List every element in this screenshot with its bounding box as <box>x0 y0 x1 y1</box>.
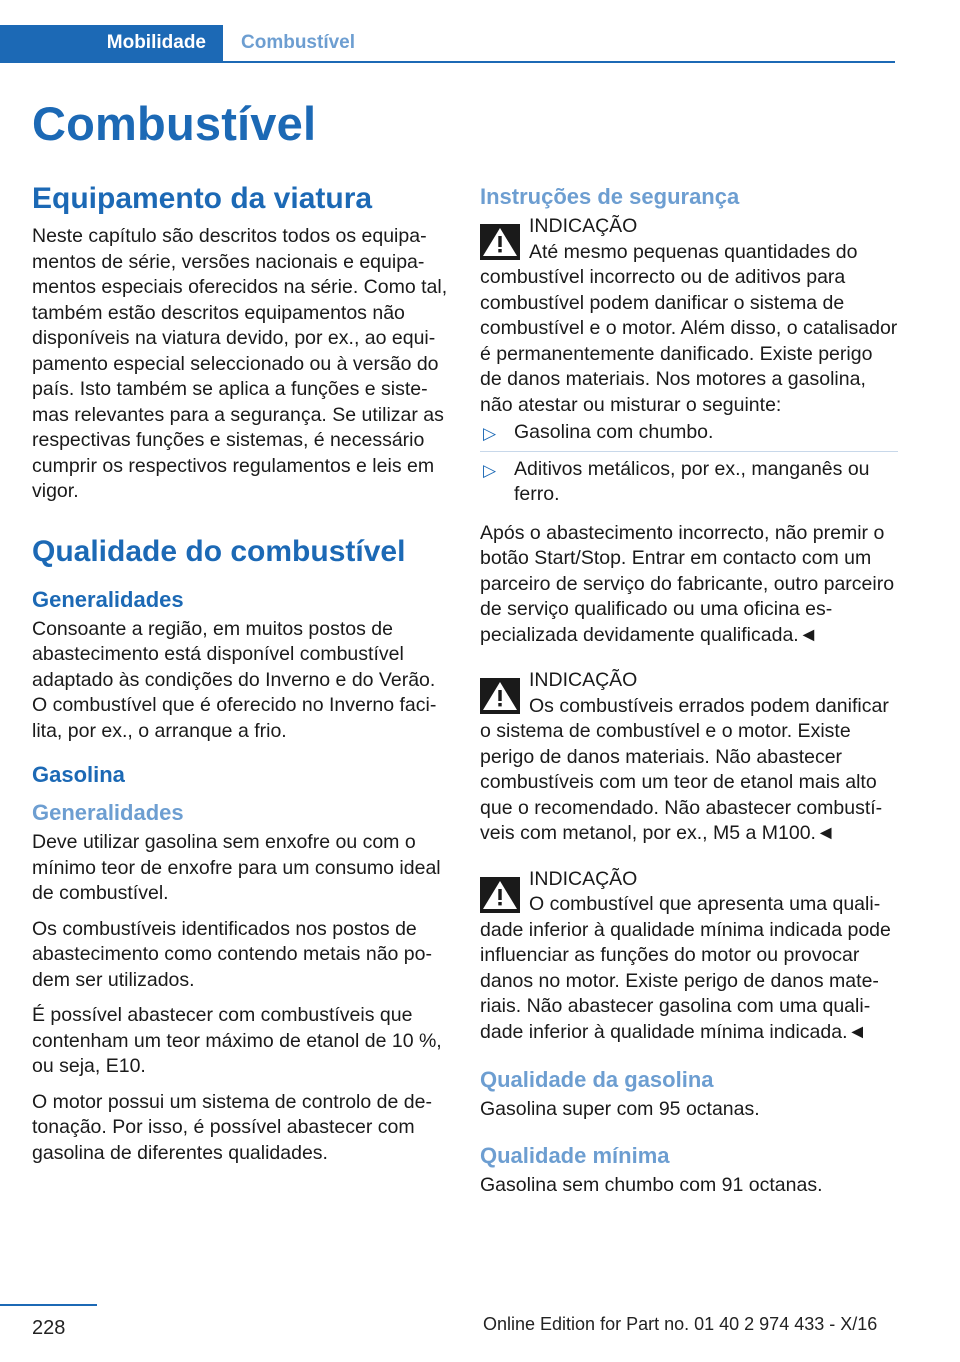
warning-label: INDICAÇÃO <box>529 867 638 890</box>
warning-label: INDICAÇÃO <box>529 215 638 237</box>
warning-text: O combustível que apresenta uma qualidade inferior à qualidade mínima indicada pode influenciar as funções do motor ou provocar danos no motor. Existe perigo de danos materiais. Não abastecer gasolina com uma qualidade inferior à qualidade mínima indicada.◄ <box>480 893 891 1043</box>
list-item <box>480 420 898 452</box>
warning-triangle-icon <box>480 877 520 913</box>
subsection-qualidade-gasolina: Qualidade da gasolina <box>480 1067 714 1092</box>
subsection-seguranca: Instruções de segurança <box>480 184 740 209</box>
warning-triangle-icon <box>480 678 520 714</box>
warning-triangle-icon <box>480 224 520 260</box>
paragraph: O motor possui um sistema de controlo de detonação. Por isso, é possível abastecer com gasolina de diferentes qualidades. <box>32 1090 432 1164</box>
paragraph: Deve utilizar gasolina sem enxofre ou com o mínimo teor de enxofre para um consumo ideal de combustível. <box>32 831 441 904</box>
subsection-generalidades: Generalidades <box>32 586 184 612</box>
warning-label: INDICAÇÃO <box>529 669 638 691</box>
warning-block <box>480 214 898 648</box>
warning-block <box>480 867 898 1046</box>
left-column <box>32 180 450 1176</box>
paragraph: É possível abastecer com combustíveis que contenham um teor máximo de etanol de 10 %, ou seja, E10. <box>32 1004 442 1077</box>
warning-followup: Após o abastecimento incorrecto, não premir o botão Start/Stop. Entrar em contacto com um parceiro de serviço do fabricante, outro parceiro de serviço qualificado ou uma oficina especializada devidamente qualificada.◄ <box>480 521 895 646</box>
tab-mobilidade-label: Mobilidade <box>106 32 206 53</box>
edition-note: Online Edition for Part no. 01 40 2 974 433 - X/16 <box>483 1314 878 1334</box>
paragraph: Gasolina super com 95 octanas. <box>480 1098 760 1120</box>
triangle-bullet-icon: ▷ <box>483 424 497 443</box>
paragraph: Os combustíveis identificados nos postos de abastecimento como contendo metais não podem ser utilizados. <box>32 917 432 991</box>
warning-list <box>480 420 898 513</box>
header-tab-bar <box>0 25 895 63</box>
footer-rule <box>0 1304 97 1306</box>
subsection-qualidade-minima: Qualidade mínima <box>480 1142 670 1168</box>
tab-combustivel[interactable]: Combustível <box>241 32 356 53</box>
section-title-qualidade: Qualidade do combustível <box>32 534 406 568</box>
subsection-gasolina: Gasolina <box>32 762 125 787</box>
right-column <box>480 182 898 1208</box>
paragraph: Consoante a região, em muitos postos de abastecimento está disponível combustível adaptado às condições do Inverno e do Verão. O combustível que é oferecido no Inverno facilita, por ex., o arranque a frio. <box>32 617 437 742</box>
warning-text: Os combustíveis errados podem danificar o sistema de combustível e o motor. Existe perigo de danos materiais. Não abastecer combustíveis com um teor de etanol mais alto que o recomendado. Não abastecer combustíveis com metanol, por ex., M5 a M100.◄ <box>480 694 889 844</box>
paragraph: Gasolina sem chumbo com 91 octanas. <box>480 1173 823 1196</box>
subsubsection-generalidades: Generalidades <box>32 800 184 825</box>
list-item-text: Aditivos metálicos, por ex., manganês ou ferro. <box>514 457 870 505</box>
triangle-bullet-icon: ▷ <box>483 460 497 480</box>
warning-text: Até mesmo pequenas quantidades do combustível incorrecto ou de aditivos para combustível podem danificar o sistema de combustível e o motor. Além disso, o catalisador é permanentemente danificado. Existe perigo de danos materiais. Nos motores a gasolina, não atestar ou misturar o seguinte: <box>480 240 898 416</box>
section-title-equipamento: Equipamento da viatura <box>32 182 373 215</box>
list-item-text: Gasolina com chumbo. <box>514 421 714 443</box>
page-title: Combustível <box>32 97 317 150</box>
paragraph: Neste capítulo são descritos todos os equipamentos de série, versões nacionais e equipamentos especiais oferecidos na série. Como tal, também estão descritos equipamentos não disponíveis na viatura devido, por ex., ao equipamento especial seleccionado ou à versão do país. Isto também se aplica a funções e sistemas relevantes para a segurança. Se utilizar as respectivas funções e sistemas, é necessário cumprir os respectivos regulamentos e leis em vigor. <box>32 225 448 502</box>
warning-block <box>480 668 898 847</box>
list-item <box>480 457 898 513</box>
page-number: 228 <box>32 1317 66 1339</box>
tab-mobilidade[interactable] <box>0 25 223 61</box>
